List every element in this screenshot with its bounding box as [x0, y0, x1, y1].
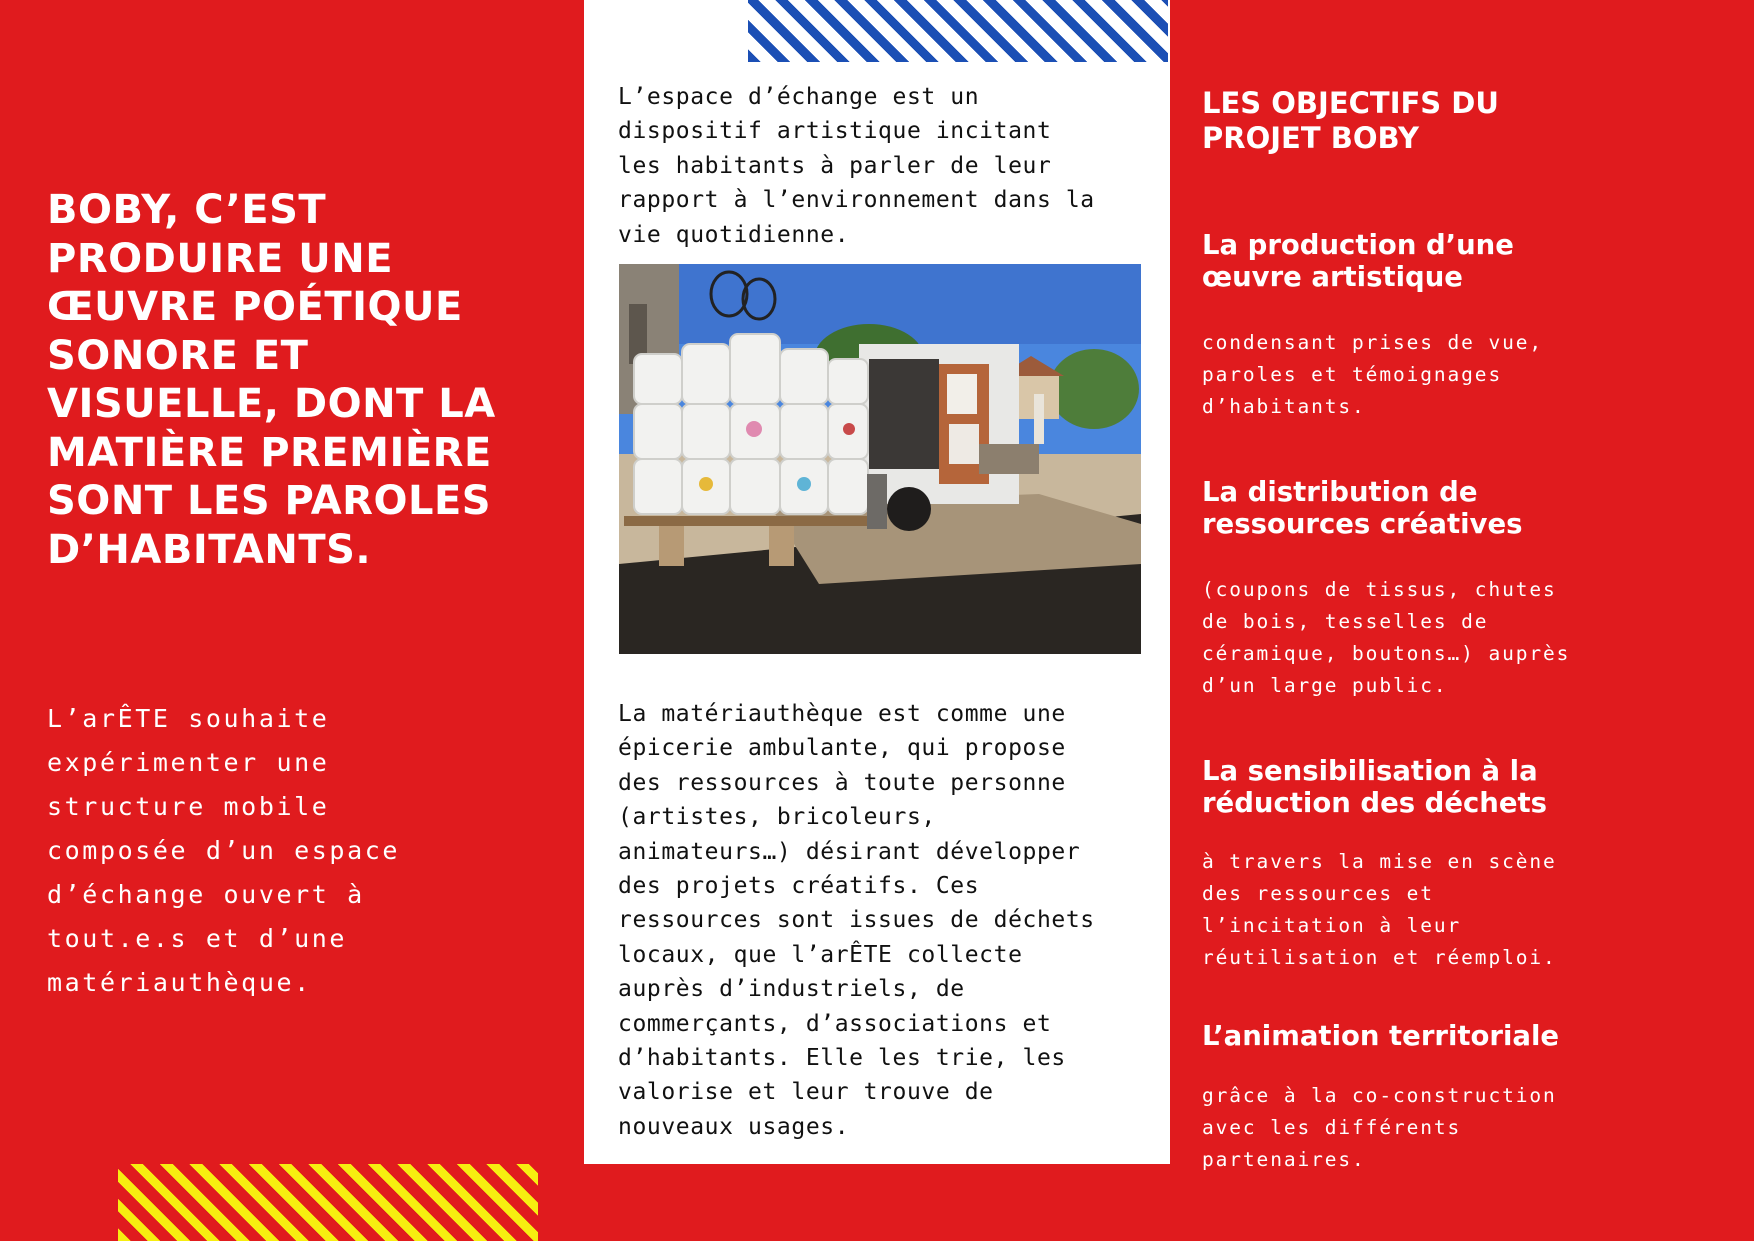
exchange-space-paragraph: L’espace d’échange est un dispositif artistique incitant les habitants à parler de leur rapport à l’environnement dans la vie quotidienne.: [618, 84, 1095, 248]
objective-heading: La distribution de ressources créatives: [1202, 476, 1523, 540]
objective-description: (coupons de tissus, chutes de bois, tesselles de céramique, boutons…) auprès d’un large public.: [1202, 578, 1571, 697]
objective-description: grâce à la co-construction avec les différents partenaires.: [1202, 1084, 1557, 1171]
blue-stripe-decoration: [748, 0, 1168, 62]
objective-description: à travers la mise en scène des ressources et l’incitation à leur réutilisation et réemploi.: [1202, 850, 1557, 969]
objective-heading: L’animation territoriale: [1202, 1020, 1560, 1052]
objective-heading: La sensibilisation à la réduction des déchets: [1202, 755, 1548, 819]
headline: BOBY, C’EST PRODUIRE UNE ŒUVRE POÉTIQUE SONORE ET VISUELLE, DONT LA MATIÈRE PREMIÈRE SONT LES PAROLES D’HABITANTS.: [47, 187, 496, 573]
objective-heading: La production d’une œuvre artistique: [1202, 229, 1514, 293]
photo-mobile-structure: [619, 264, 1141, 654]
yellow-stripe-decoration: [118, 1164, 538, 1241]
intro-paragraph: L’arÊTE souhaite expérimenter une structure mobile composée d’un espace d’échange ouvert à tout.e.s et d’une matériauthèque.: [47, 704, 401, 997]
objective-description: condensant prises de vue, paroles et témoignages d’habitants.: [1202, 331, 1543, 418]
materiautheque-paragraph: La matériauthèque est comme une épicerie ambulante, qui propose des ressources à toute personne (artistes, bricoleurs, animateurs…) désirant développer des projets créatifs. Ces ressources sont issues de déchets locaux, que l’arÊTE collecte auprès d’industriels, de commerçants, d’associations et d’habitants. Elle les trie, les valorise et leur trouve de nouveaux usages.: [618, 701, 1095, 1140]
photo-illustration: [619, 264, 1141, 654]
objectives-title: LES OBJECTIFS DU PROJET BOBY: [1202, 86, 1499, 155]
